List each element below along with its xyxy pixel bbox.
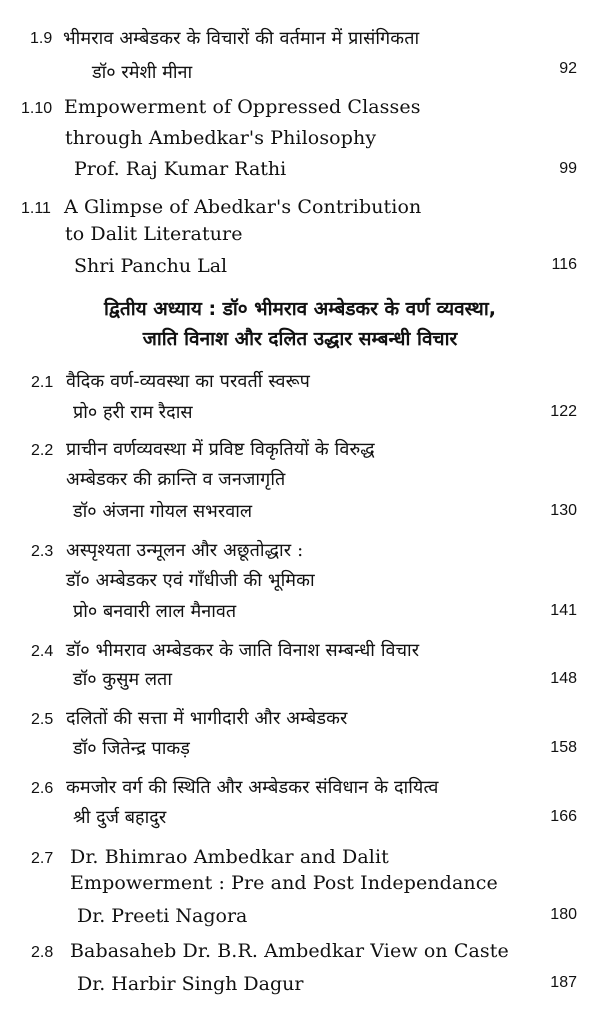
entry-page-number: 92 — [559, 60, 577, 77]
entry-title-line: दलितों की सत्ता में भागीदारी और अम्बेडकर — [66, 708, 348, 729]
entry-title-line: Empowerment : Pre and Post Independance — [70, 872, 498, 894]
entry-page-number: 180 — [550, 906, 577, 923]
entry-title-line: वैदिक वर्ण-व्यवस्था का परवर्ती स्वरूप — [66, 371, 310, 392]
entry-number: 2.2 — [31, 442, 54, 459]
entry-title-line: प्राचीन वर्णव्यवस्था में प्रविष्ट विकृतियों के विरुद्ध — [66, 439, 375, 460]
entry-author: डॉ० कुसुम लता — [73, 669, 172, 690]
entry-title-line: अम्बेडकर की क्रान्ति व जनजागृति — [66, 469, 286, 490]
entry-author: Dr. Preeti Nagora — [77, 905, 248, 927]
entry-title-line: भीमराव अम्बेडकर के विचारों की वर्तमान में प्रासंगिकता — [63, 28, 420, 49]
entry-number: 1.9 — [30, 30, 53, 47]
entry-page-number: 141 — [550, 602, 577, 619]
entry-page-number: 99 — [559, 160, 577, 177]
entry-number: 2.3 — [31, 543, 54, 560]
entry-title-line: A Glimpse of Abedkar's Contribution — [64, 196, 422, 218]
entry-title-line: कमजोर वर्ग की स्थिति और अम्बेडकर संविधान के दायित्व — [66, 777, 439, 798]
entry-title-line: Empowerment of Oppressed Classes — [64, 96, 421, 118]
entry-author: डॉ० जितेन्द्र पाकड़ — [73, 738, 190, 759]
entry-page-number: 122 — [550, 403, 577, 420]
entry-page-number: 187 — [550, 974, 577, 991]
entry-number: 1.11 — [21, 200, 51, 217]
entry-page-number: 116 — [551, 256, 577, 273]
entry-author: डॉ० अंजना गोयल सभरवाल — [73, 501, 253, 522]
entry-page-number: 166 — [550, 808, 577, 825]
entry-author: Dr. Harbir Singh Dagur — [77, 973, 304, 995]
entry-page-number: 158 — [550, 739, 577, 756]
entry-title-line: through Ambedkar's Philosophy — [65, 127, 377, 149]
entry-title-line: अस्पृश्यता उन्मूलन और अछूतोद्धार : — [66, 540, 304, 561]
entry-title-line: to Dalit Literature — [65, 223, 243, 245]
entry-author: श्री दुर्ज बहादुर — [73, 807, 167, 828]
chapter-heading-line: जाति विनाश और दलित उद्धार सम्बन्धी विचार — [142, 328, 458, 350]
entry-title-line: डॉ० भीमराव अम्बेडकर के जाति विनाश सम्बन्धी विचार — [66, 640, 420, 661]
entry-author: डॉ० रमेशी मीना — [92, 62, 193, 83]
entry-number: 2.1 — [31, 374, 54, 391]
entry-title-line: Dr. Bhimrao Ambedkar and Dalit — [70, 846, 389, 868]
chapter-heading-line: द्वितीय अध्याय : डॉ० भीमराव अम्बेडकर के वर्ण व्यवस्था, — [104, 298, 496, 320]
entry-page-number: 148 — [550, 670, 577, 687]
entry-number: 2.4 — [31, 643, 54, 660]
entry-number: 1.10 — [21, 100, 53, 117]
entry-number: 2.6 — [31, 780, 54, 797]
entry-author: प्रो० हरी राम रैदास — [73, 402, 193, 423]
entry-number: 2.8 — [31, 944, 54, 961]
entry-title-line: Babasaheb Dr. B.R. Ambedkar View on Caste — [70, 940, 509, 962]
entry-author: Prof. Raj Kumar Rathi — [74, 158, 287, 180]
entry-page-number: 130 — [550, 502, 577, 519]
entry-author: प्रो० बनवारी लाल मैनावत — [73, 601, 237, 622]
entry-author: Shri Panchu Lal — [74, 255, 228, 277]
entry-number: 2.5 — [31, 711, 54, 728]
entry-number: 2.7 — [31, 850, 54, 867]
entry-title-line: डॉ० अम्बेडकर एवं गाँधीजी की भूमिका — [66, 570, 315, 591]
